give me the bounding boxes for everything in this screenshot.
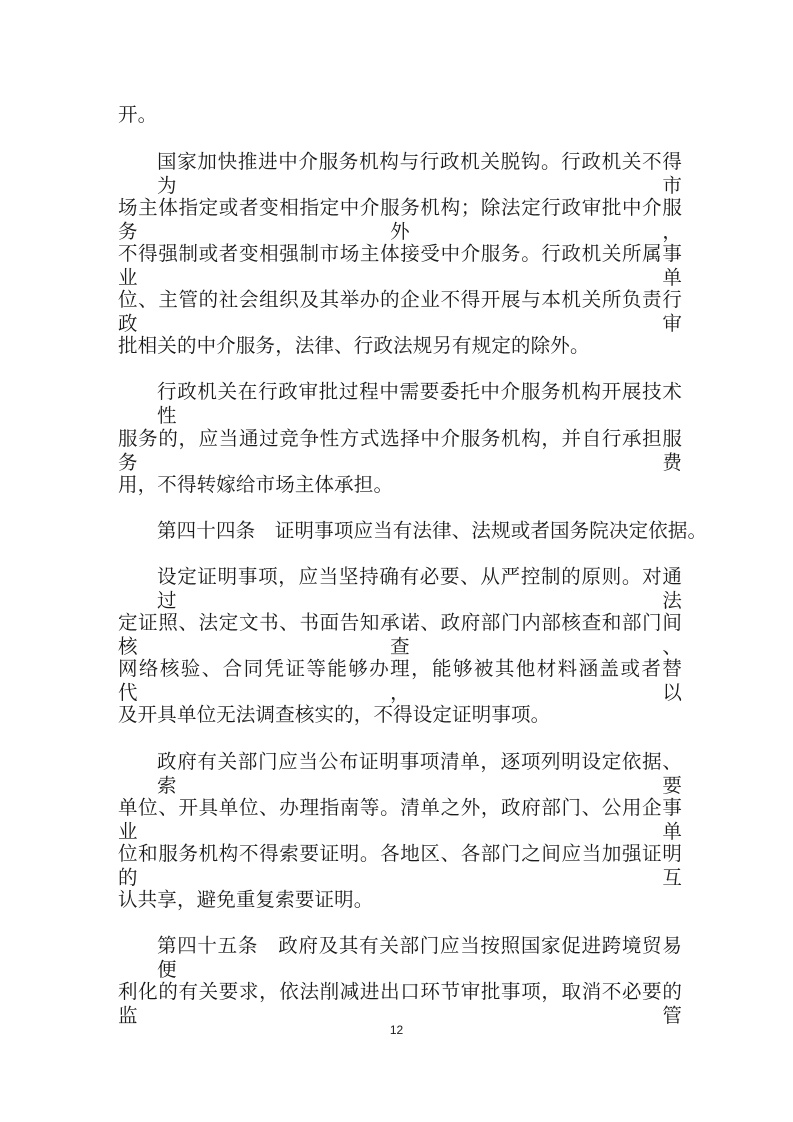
text-line-4: 不得强制或者变相强制市场主体接受中介服务。行政机关所属事业单 <box>118 242 682 289</box>
text-line-3: 场主体指定或者变相指定中介服务机构；除法定行政审批中介服务外， <box>118 196 682 243</box>
text-line-2: 国家加快推进中介服务机构与行政机关脱钩。行政机关不得为市 <box>157 150 682 197</box>
text-line-5: 位、主管的社会组织及其举办的企业不得开展与本机关所负责行政审 <box>118 288 682 335</box>
text-line-8: 服务的，应当通过竞争性方式选择中介服务机构，并自行承担服务费 <box>118 427 682 474</box>
text-line-17: 位和服务机构不得索要证明。各地区、各部门之间应当加强证明的互 <box>118 842 682 889</box>
text-line-12: 定证照、法定文书、书面告知承诺、政府部门内部核查和部门间核查、 <box>118 611 682 658</box>
article-45-heading: 第四十五条 政府及其有关部门应当按照国家促进跨境贸易便 <box>157 934 682 981</box>
text-line-7: 行政机关在行政审批过程中需要委托中介服务机构开展技术性 <box>157 380 682 427</box>
text-line-9: 用，不得转嫁给市场主体承担。 <box>118 473 394 496</box>
article-44-heading: 第四十四条 证明事项应当有法律、法规或者国务院决定依据。 <box>157 519 708 542</box>
text-line-20: 利化的有关要求，依法削减进出口环节审批事项，取消不必要的监管 <box>118 980 682 1027</box>
text-line-14: 及开具单位无法调查核实的，不得设定证明事项。 <box>118 703 551 726</box>
text-line-18: 认共享，避免重复索要证明。 <box>118 888 374 911</box>
text-line-11: 设定证明事项，应当坚持确有必要、从严控制的原则。对通过法 <box>157 565 682 612</box>
text-line-16: 单位、开具单位、办理指南等。清单之外，政府部门、公用企事业单 <box>118 796 682 843</box>
text-line-1: 开。 <box>118 103 158 126</box>
text-line-13: 网络核验、合同凭证等能够办理，能够被其他材料涵盖或者替代，以 <box>118 657 682 704</box>
text-line-6: 批相关的中介服务，法律、行政法规另有规定的除外。 <box>118 334 590 357</box>
page-number: 12 <box>389 1023 404 1037</box>
text-line-15: 政府有关部门应当公布证明事项清单，逐项列明设定依据、索要 <box>157 750 682 797</box>
